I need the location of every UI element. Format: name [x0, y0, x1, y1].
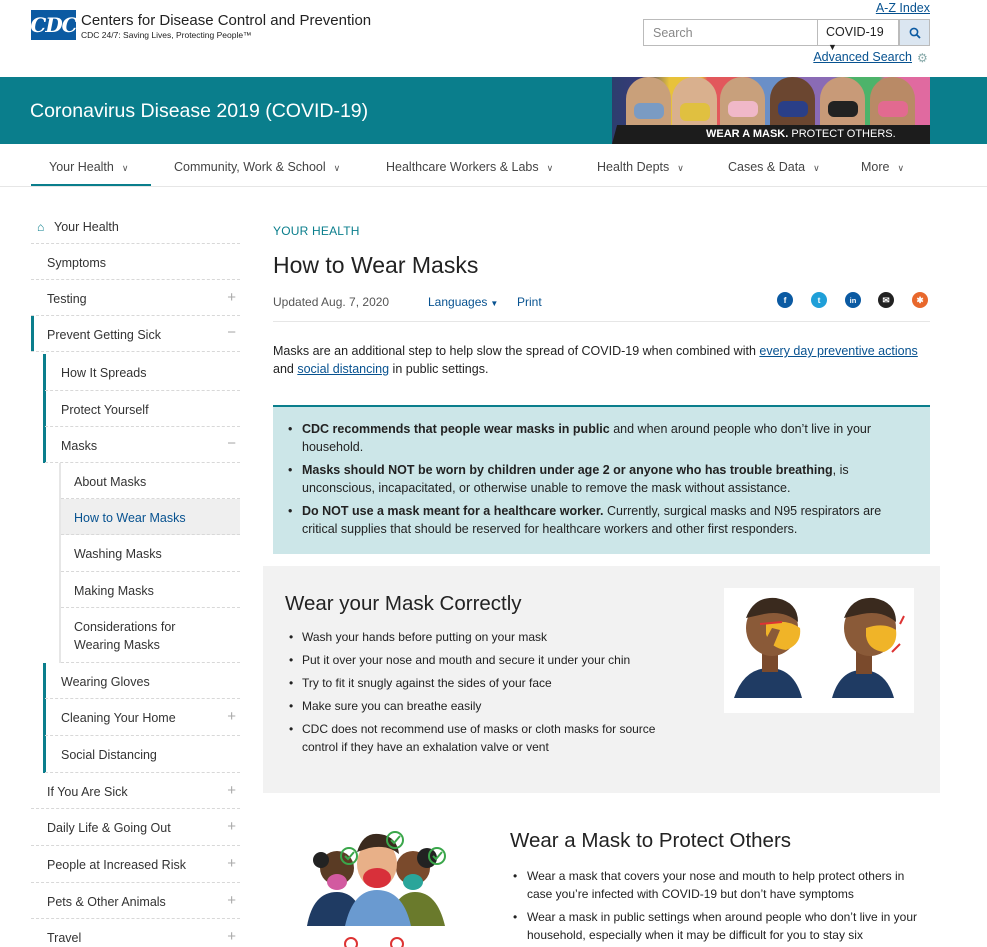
search-input[interactable]: Search [643, 19, 817, 46]
plus-icon[interactable]: + [227, 818, 236, 835]
face-4 [770, 77, 815, 129]
az-index-link[interactable]: A-Z Index [875, 1, 930, 15]
sidebar-item-social-distancing[interactable]: Social Distancing [45, 736, 240, 773]
sidebar-item-about-masks[interactable]: About Masks [61, 463, 240, 499]
callout-item: • CDC recommends that people wear masks in public and when around people who don’t live in your household. [284, 420, 914, 456]
chevron-down-icon: ∨ [813, 163, 820, 173]
masked-family-illustration [295, 826, 465, 947]
intro-paragraph: Masks are an additional step to help slow the spread of COVID-19 when combined with every day preventive actions and social distancing in public settings. [273, 344, 918, 376]
sidebar-item-your-health[interactable]: ⌂ Your Health [31, 208, 240, 244]
wear-correctly-section [263, 566, 940, 793]
masked-people-banner-image [612, 77, 930, 144]
advanced-search-link[interactable]: Advanced Search [813, 50, 912, 64]
chevron-down-icon: ∨ [121, 163, 129, 173]
topic-title[interactable]: Coronavirus Disease 2019 (COVID-19) [30, 100, 369, 122]
search-scope-label: COVID-19 [826, 25, 884, 39]
banner-slogan: WEAR A MASK. PROTECT OTHERS. [706, 128, 896, 140]
chevron-down-icon: ∨ [677, 163, 684, 173]
topic-banner [0, 77, 987, 144]
list-item: • Make sure you can breathe easily [285, 697, 685, 715]
sidebar-item-protect-yourself[interactable]: Protect Yourself [45, 391, 240, 427]
caret-down-icon: ▼ [828, 42, 837, 52]
print-link[interactable]: Print [517, 295, 542, 309]
wear-correctly-list [285, 628, 685, 761]
languages-dropdown[interactable]: Languages ▼ [428, 295, 499, 309]
sidebar-item-daily-life[interactable]: Daily Life & Going Out + [31, 809, 240, 846]
face-6 [870, 77, 915, 129]
list-item: • Wash your hands before putting on your mask [285, 628, 685, 646]
sidebar-item-masks[interactable]: Masks − [45, 427, 240, 463]
face-5 [820, 77, 865, 129]
list-item: • CDC does not recommend use of masks or cloth masks for source control if they have an exhalation valve or vent [285, 720, 685, 756]
linkedin-icon[interactable]: in [845, 292, 861, 308]
sidebar-item-increased-risk[interactable]: People at Increased Risk + [31, 846, 240, 883]
mask-fitting-svg [724, 588, 914, 713]
email-icon[interactable]: ✉ [878, 292, 894, 308]
search-button[interactable] [899, 19, 930, 46]
sidebar-item-wearing-gloves[interactable]: Wearing Gloves [45, 663, 240, 699]
caret-down-icon: ▼ [490, 299, 499, 308]
callout-item: • Do NOT use a mask meant for a healthcare worker. Currently, surgical masks and N95 respirators are critical supplies that should be reserved for healthcare workers and other first responders. [284, 502, 914, 538]
list-item: • Try to fit it snugly against the sides of your face [285, 674, 685, 692]
face-1 [626, 77, 671, 129]
section-title: Wear a Mask to Protect Others [510, 829, 792, 852]
org-name[interactable]: Centers for Disease Control and Prevention [81, 12, 372, 29]
gear-icon[interactable]: ⚙ [917, 51, 928, 65]
org-tagline: CDC 24/7: Saving Lives, Protecting People™ [81, 30, 252, 40]
sidebar-item-washing-masks[interactable]: Washing Masks [61, 535, 240, 572]
masked-family-svg [295, 826, 465, 947]
key-points-callout [273, 405, 930, 554]
plus-icon[interactable]: + [227, 892, 236, 909]
list-item: • Wear a mask that covers your nose and mouth to help protect others in case you’re infected with COVID-19 but don’t have symptoms [510, 867, 930, 903]
plus-icon[interactable]: + [227, 289, 236, 306]
protect-others-list [510, 867, 930, 947]
sidebar-item-considerations[interactable]: Considerations for Wearing Masks [61, 608, 240, 663]
sidebar-item-how-to-wear-masks[interactable]: How to Wear Masks [61, 499, 240, 535]
breadcrumb[interactable]: YOUR HEALTH [273, 224, 360, 238]
chevron-down-icon: ∨ [546, 163, 554, 173]
face-3 [720, 77, 765, 129]
syndicate-icon[interactable]: ✱ [912, 292, 928, 308]
sidebar-item-if-you-are-sick[interactable]: If You Are Sick + [31, 773, 240, 809]
callout-item: • Masks should NOT be worn by children under age 2 or anyone who has trouble breathing, is unconscious, incapacitated, or otherwise unable to remove the mask without assistance. [284, 461, 914, 497]
search-scope-select[interactable] [817, 19, 899, 52]
everyday-preventive-link[interactable]: every day preventive actions [759, 344, 918, 358]
nav-cases-data[interactable]: Cases & Data ∨ [728, 160, 820, 174]
face-2 [672, 77, 717, 129]
sidebar-item-pets[interactable]: Pets & Other Animals + [31, 883, 240, 919]
sidebar-item-cleaning-home[interactable]: Cleaning Your Home + [45, 699, 240, 736]
updated-date: Updated Aug. 7, 2020 [273, 295, 390, 309]
twitter-icon[interactable]: t [811, 292, 827, 308]
list-item: • Put it over your nose and mouth and secure it under your chin [285, 651, 685, 669]
plus-icon[interactable]: + [227, 708, 236, 725]
plus-icon[interactable]: + [227, 928, 236, 945]
mask-fitting-illustration [724, 588, 914, 713]
home-icon: ⌂ [37, 220, 45, 234]
section-title: Wear your Mask Correctly [285, 592, 522, 615]
list-item: • Wear a mask in public settings when around people who don’t live in your household, especially when it may be difficult for you to stay six [510, 908, 930, 944]
facebook-icon[interactable]: f [777, 292, 793, 308]
sidebar-item-travel[interactable]: Travel + [47, 928, 236, 945]
cdc-logo[interactable]: CDC [31, 10, 76, 40]
sidebar-item-testing[interactable]: Testing + [31, 280, 240, 316]
nav-healthcare[interactable]: Healthcare Workers & Labs ∨ [386, 160, 554, 174]
site-header [0, 0, 987, 77]
nav-health-depts[interactable]: Health Depts ∨ [597, 160, 684, 174]
page-title: How to Wear Masks [273, 252, 479, 278]
search-icon [909, 27, 921, 39]
minus-icon[interactable]: − [227, 435, 236, 452]
main-nav [0, 145, 987, 187]
plus-icon[interactable]: + [227, 855, 236, 872]
social-distancing-link[interactable]: social distancing [297, 362, 390, 376]
sidebar-item-how-it-spreads[interactable]: How It Spreads [45, 354, 240, 391]
nav-more[interactable]: More ∨ [861, 160, 905, 174]
chevron-down-icon: ∨ [333, 163, 341, 173]
sidebar-item-symptoms[interactable]: Symptoms [31, 244, 240, 280]
nav-community[interactable]: Community, Work & School ∨ [174, 160, 341, 174]
nav-your-health[interactable]: Your Health ∨ [49, 160, 129, 174]
nav-active-indicator [31, 184, 151, 186]
plus-icon[interactable]: + [227, 782, 236, 799]
page-meta-row [273, 294, 930, 322]
chevron-down-icon: ∨ [897, 163, 905, 173]
sidebar-item-prevent-getting-sick[interactable]: Prevent Getting Sick − [31, 316, 240, 352]
minus-icon[interactable]: − [227, 324, 236, 341]
sidebar-item-making-masks[interactable]: Making Masks [61, 572, 240, 608]
